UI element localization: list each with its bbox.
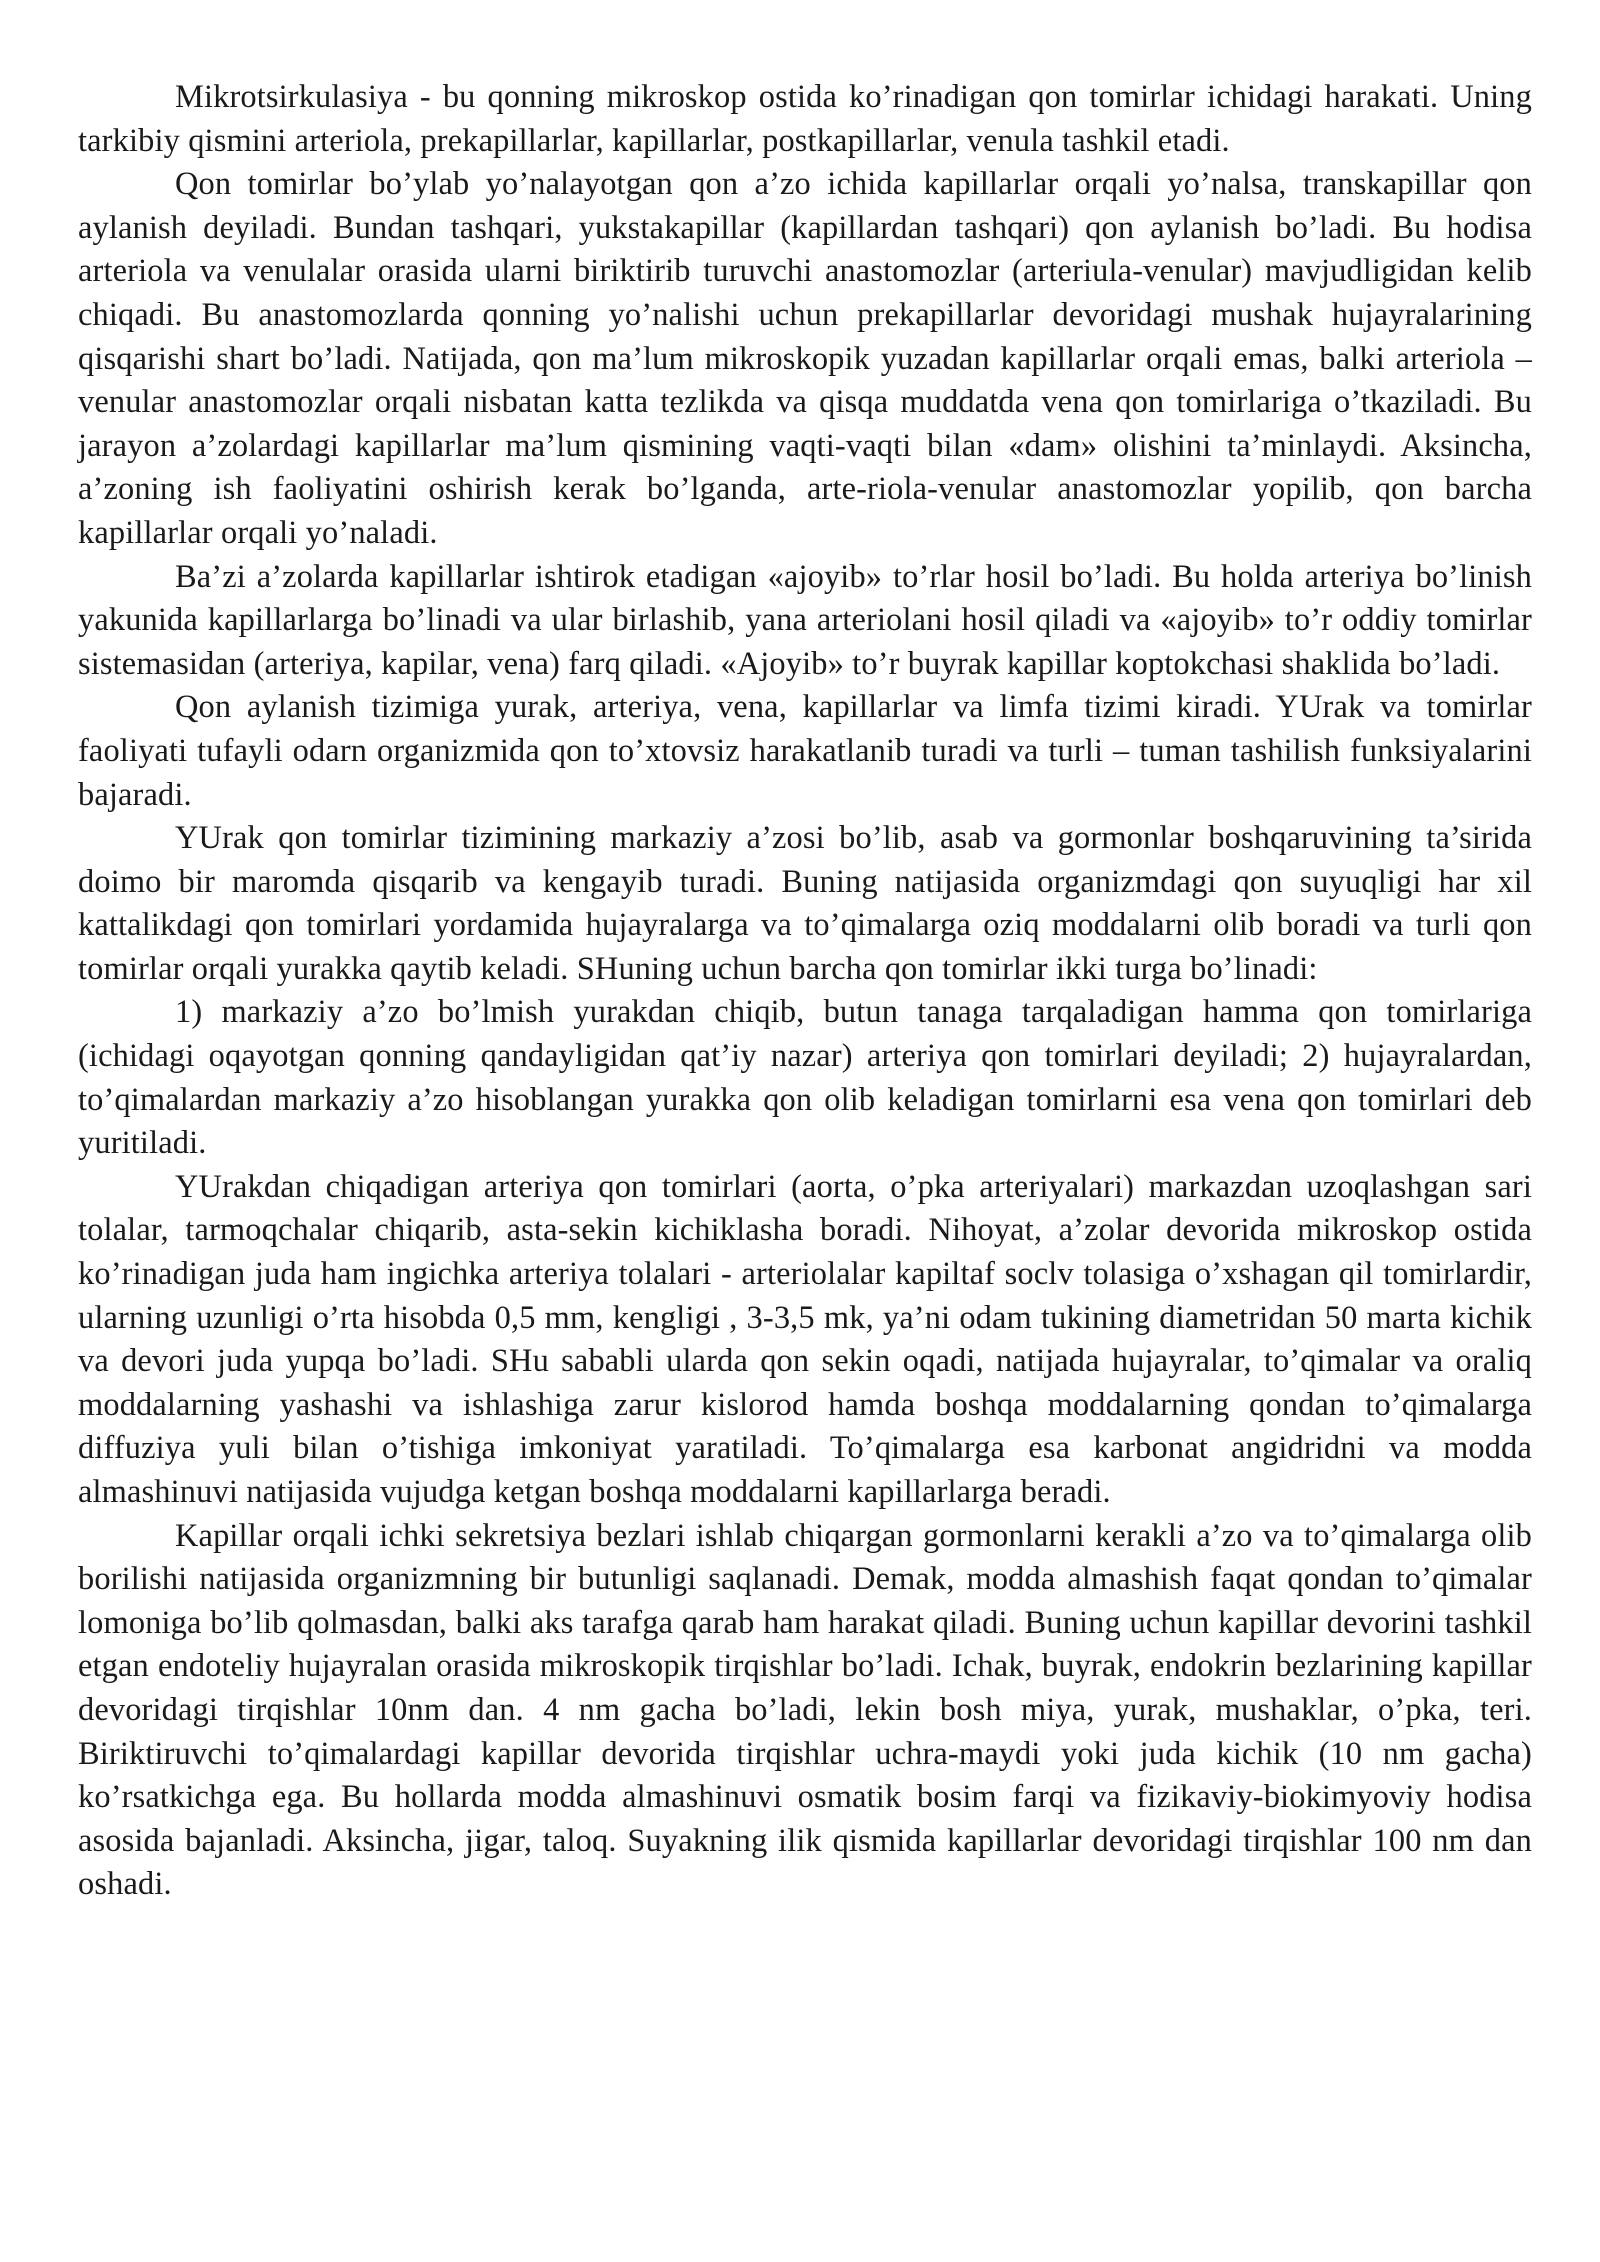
paragraph-transcapillary-circulation: Qon tomirlar bo’ylab yo’nalayotgan qon a’zo ichida kapillarlar orqali yo’nalsa, transkapillar qon aylanish deyiladi. Bundan tashqari, yukstakapillar (kapillardan tashqari) qon aylanish bo’ladi. Bu hodisa arteriola va venulalar orasida ularni biriktirib turuvchi anastomozlar (arteriula-venular) mavjudligidan kelib chiqadi. Bu anastomozlarda qonning yo’nalishi uchun prekapillarlar devoridagi mushak hujayralarining qisqarishi shart bo’ladi. Natijada, qon ma’lum mikroskopik yuzadan kapillarlar orqali emas, balki arteriola – venular anastomozlar orqali nisbatan katta tezlikda va qisqa muddatda vena qon tomirlariga o’tkaziladi. Bu jarayon a’zolardagi kapillarlar ma’lum qismining vaqti-vaqti bilan «dam» olishini ta’minlaydi. Aksincha, a’zoning ish faoliyatini oshirish kerak bo’lganda, arte-riola-venular anastomozlar yopilib, qon barcha kapillarlar orqali yo’naladi. <box>78 166 1532 551</box>
paragraph-circulatory-system: Qon aylanish tizimiga yurak, arteriya, vena, kapillarlar va limfa tizimi kiradi. YUrak va tomirlar faoliyati tufayli odarn organizmida qon to’xtovsiz harakatlanib turadi va turli – tuman tashilish funksiyalarini bajaradi. <box>78 689 1532 813</box>
paragraph-microcirculation: Mikrotsirkulasiya - bu qonning mikroskop ostida ko’rinadigan qon tomirlar ichidagi harakati. Uning tarkibiy qismini arteriola, prekapillarlar, kapillarlar, postkapillarlar, venula tashkil etadi. <box>78 79 1532 159</box>
paragraph-vessel-types: 1) markaziy a’zo bo’lmish yurakdan chiqib, butun tanaga tarqaladigan hamma qon tomirlariga (ichidagi oqayotgan qonning qandayligidan qat’iy nazar) arteriya qon tomirlari deyiladi; 2) hujayralardan, to’qimalardan markaziy a’zo hisoblangan yurakka qon olib keladigan tomirlarni esa vena qon tomirlari deb yuritiladi. <box>78 994 1532 1162</box>
document-page <box>78 76 1532 1907</box>
paragraph-capillary-exchange: Kapillar orqali ichki sekretsiya bezlari ishlab chiqargan gormonlarni kerakli a’zo va to’qimalarga olib borilishi natijasida organizmning bir butunligi saqlanadi. Demak, modda almashish faqat qondan to’qimalar lomoniga bo’lib qolmasdan, balki aks tarafga qarab ham harakat qiladi. Buning uchun kapillar devorini tashkil etgan endoteliy hujayralan orasida mikroskopik tirqishlar bo’ladi. Ichak, buyrak, endokrin bezlarining kapillar devoridagi tirqishlar 10nm dan. 4 nm gacha bo’ladi, lekin bosh miya, yurak, mushaklar, o’pka, teri. Biriktiruvchi to’qimalardagi kapillar devorida tirqishlar uchra-maydi yoki juda kichik (10 nm gacha) ko’rsatkichga ega. Bu hollarda modda almashinuvi osmatik bosim farqi va fizikaviy-biokimyoviy hodisa asosida bajanladi. Aksincha, jigar, taloq. Suyakning ilik qismida kapillarlar devoridagi tirqishlar 100 nm dan oshadi. <box>78 1517 1532 1903</box>
paragraph-wonderful-networks: Ba’zi a’zolarda kapillarlar ishtirok etadigan «ajoyib» to’rlar hosil bo’ladi. Bu holda arteriya bo’linish yakunida kapillarlarga bo’linadi va ular birlashib, yana arteriolani hosil qiladi va «ajoyib» to’r oddiy tomirlar sistemasidan (arteriya, kapilar, vena) farq qiladi. «Ajoyib» to’r buyrak kapillar koptokchasi shaklida bo’ladi. <box>78 558 1532 682</box>
paragraph-heart-function: YUrak qon tomirlar tizimining markaziy a’zosi bo’lib, asab va gormonlar boshqaruvining ta’sirida doimo bir maromda qisqarib va kengayib turadi. Buning natijasida organizmdagi qon suyuqligi har xil kattalikdagi qon tomirlari yordamida hujayralarga va to’qimalarga oziq moddalarni olib boradi va turli qon tomirlar orqali yurakka qaytib keladi. SHuning uchun barcha qon tomirlar ikki turga bo’linadi: <box>78 820 1532 987</box>
paragraph-arteries-arterioles: YUrakdan chiqadigan arteriya qon tomirlari (aorta, o’pka arteriyalari) markazdan uzoqlashgan sari tolalar, tarmoqchalar chiqarib, asta-sekin kichiklasha boradi. Nihoyat, a’zolar devorida mikroskop ostida ko’rinadigan juda ham ingichka arteriya tolalari - arteriolalar kapiltaf soclv tolasiga o’xshagan qil tomirlardir, ularning uzunligi o’rta hisobda 0,5 mm, kengligi , 3-3,5 mk, ya’ni odam tukining diametridan 50 marta kichik va devori juda yupqa bo’ladi. SHu sababli ularda qon sekin oqadi, natijada hujayralar, to’qimalar va oraliq moddalarning yashashi va ishlashiga zarur kislorod hamda boshqa moddalarning qondan to’qimalarga diffuziya yuli bilan o’tishiga imkoniyat yaratiladi. To’qimalarga esa karbonat angidridni va modda almashinuvi natijasida vujudga ketgan boshqa moddalarni kapillarlarga beradi. <box>78 1168 1532 1510</box>
